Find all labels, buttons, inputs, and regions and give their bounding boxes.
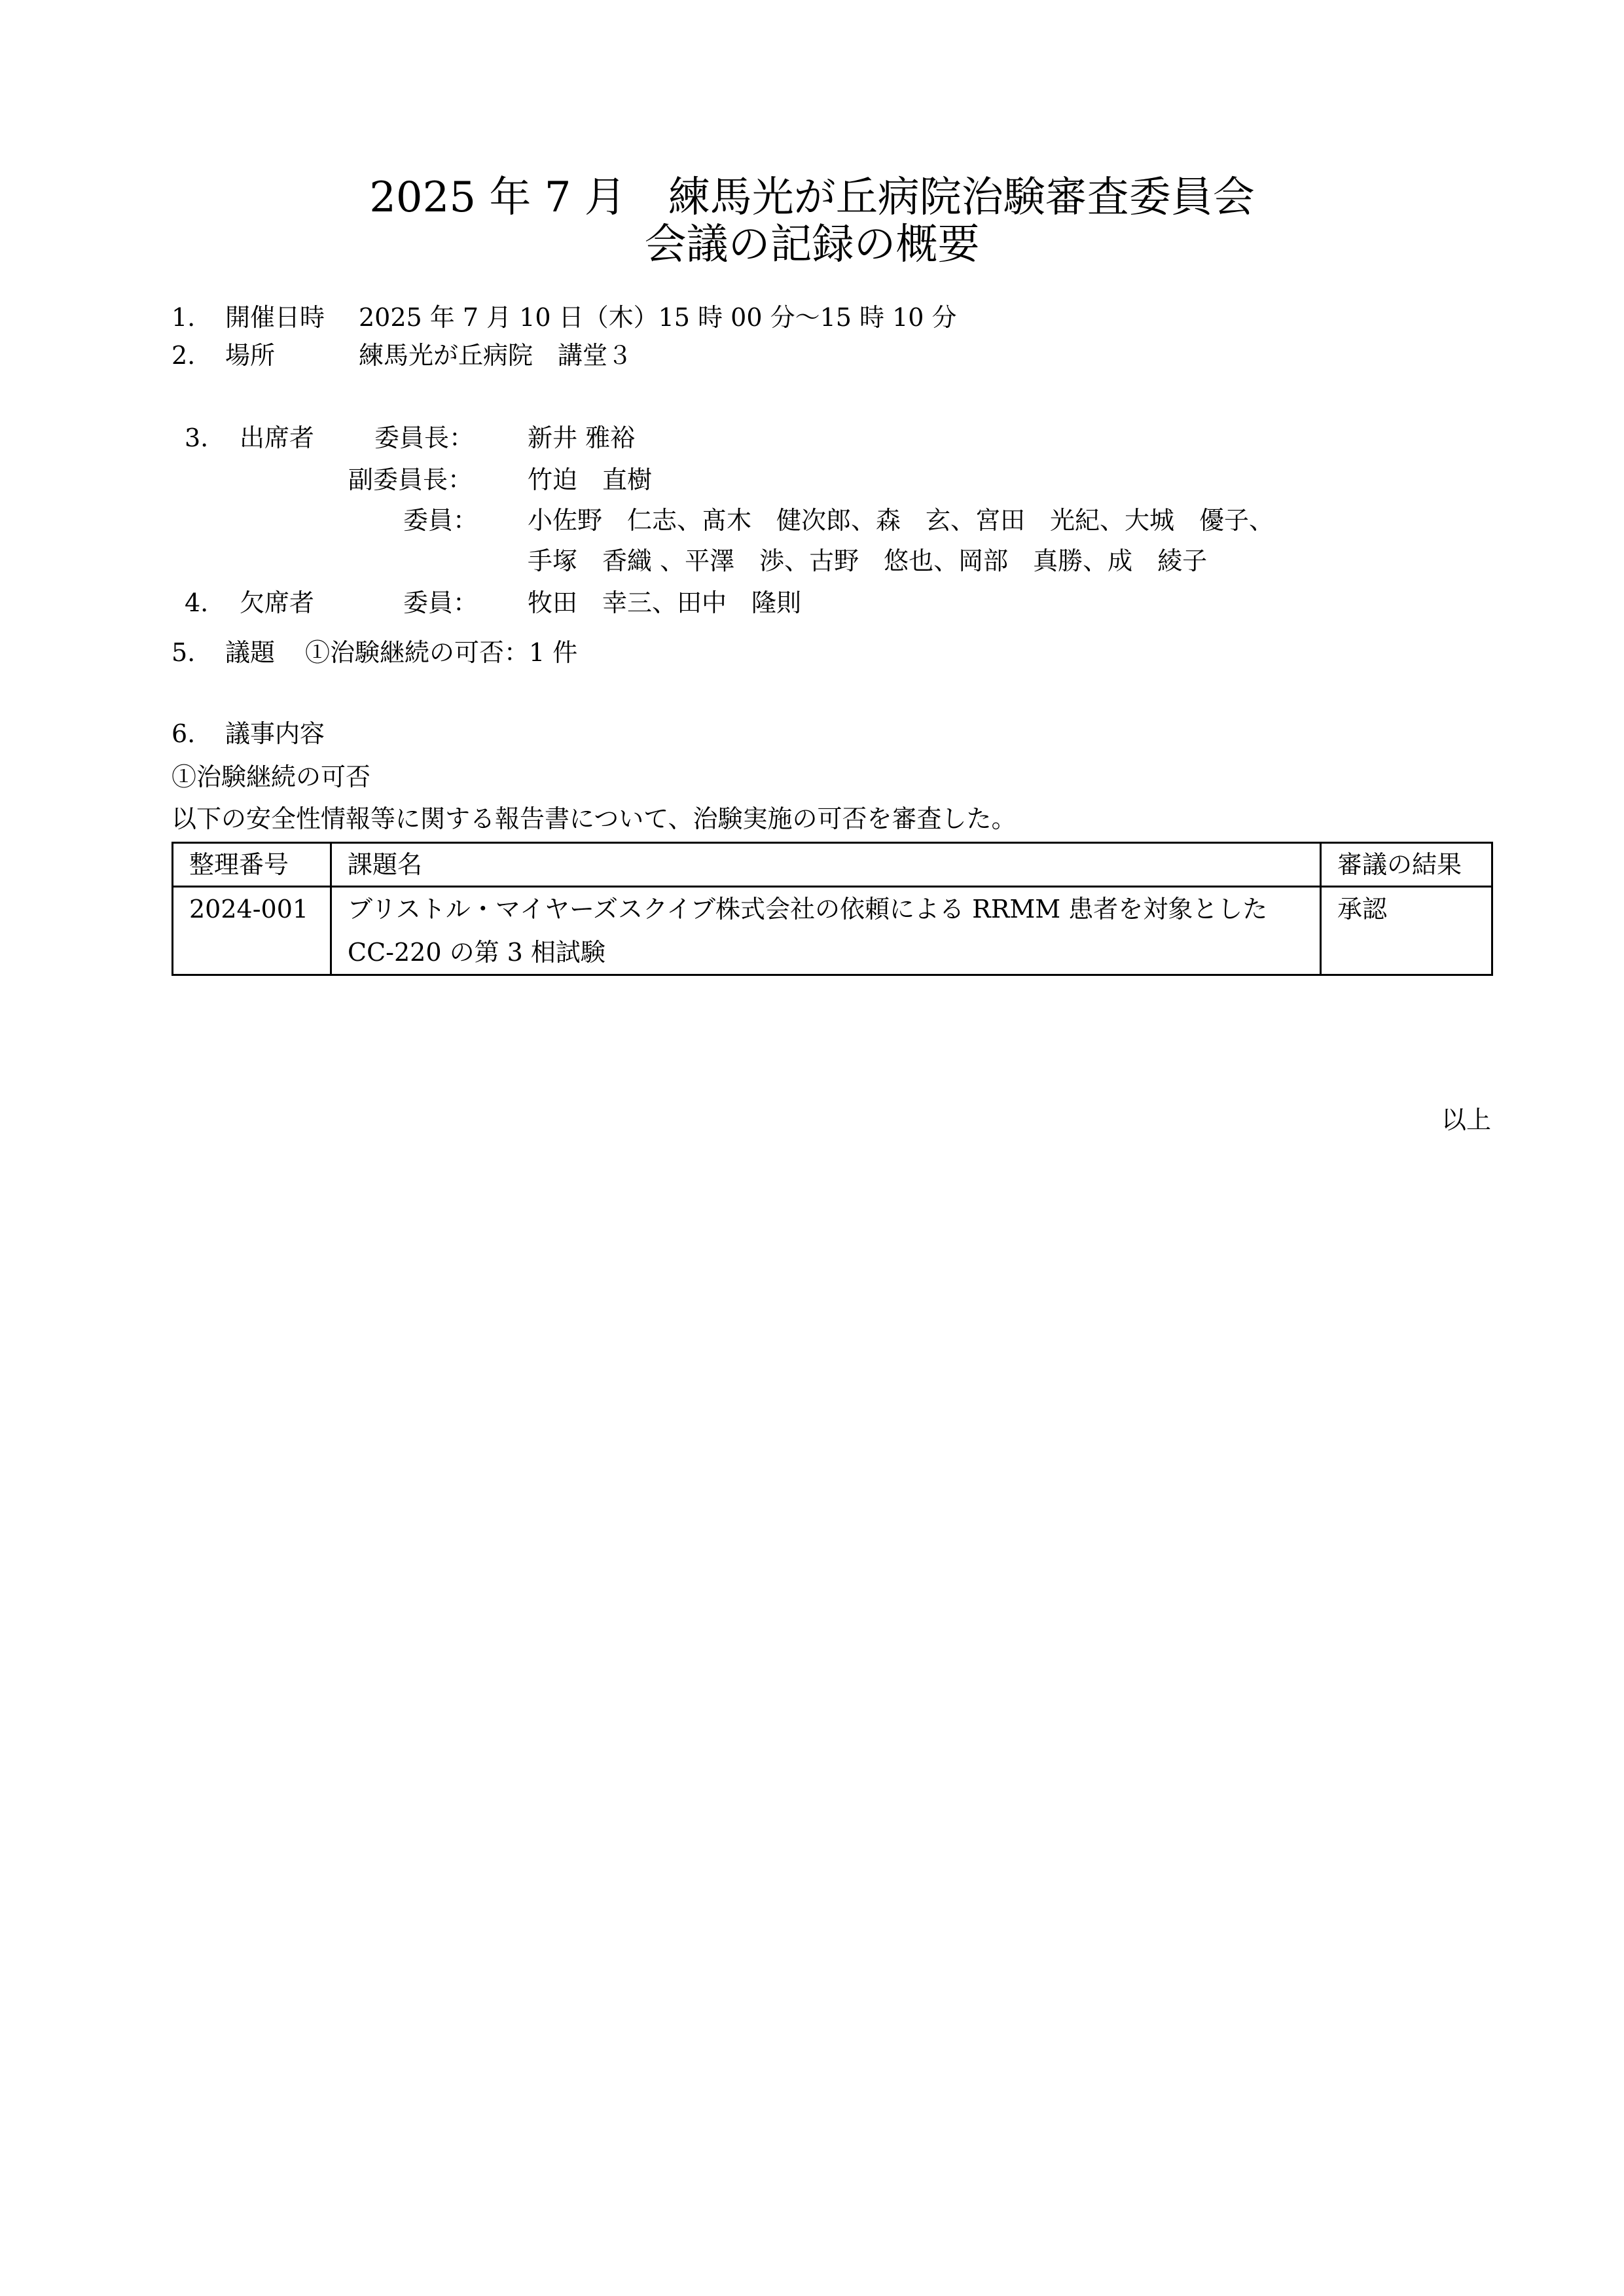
header-result: 審議の結果 — [1321, 843, 1492, 887]
vice-chair-name: 竹迫 直樹 — [528, 465, 653, 494]
absentee-names: 牧田 幸三、田中 隆則 — [528, 588, 802, 617]
result-cell: 承認 — [1321, 887, 1492, 975]
proceedings-intro: 以下の安全性情報等に関する報告書について、治験実施の可否を審査した。 — [171, 804, 1017, 833]
item-number-absentees: 4. — [185, 588, 209, 617]
study-title-cell — [331, 887, 1321, 975]
closing-mark: 以上 — [1441, 1105, 1491, 1134]
members-line-1: 小佐野 仁志、髙木 健次郎、森 玄、宮田 光紀、大城 優子、 — [528, 506, 1274, 535]
chair-name: 新井 雅裕 — [528, 423, 636, 452]
document-subtitle: 会議の記録の概要 — [644, 221, 980, 269]
header-reference-number: 整理番号 — [173, 843, 331, 887]
item-number-date: 1. — [171, 303, 196, 332]
item-label-date: 開催日時 — [225, 303, 325, 332]
item-number-agenda: 5. — [171, 638, 196, 667]
item-number-attendees: 3. — [185, 423, 209, 452]
item-number-proceedings: 6. — [171, 719, 196, 748]
study-title-line-1: ブリストル・マイヤーズスクイブ株式会社の依頼による RRMM 患者を対象とした — [348, 895, 1268, 924]
table-header-row — [173, 843, 1492, 887]
header-study-title: 課題名 — [331, 843, 1321, 887]
item-label-attendees: 出席者 — [240, 423, 315, 452]
meeting-datetime: 2025 年 7 月 10 日（木）15 時 00 分～15 時 10 分 — [359, 303, 957, 332]
item-label-place: 場所 — [225, 341, 276, 370]
document-title: 2025 年 7 月 練馬光が丘病院治験審査委員会 — [369, 173, 1255, 222]
item-label-proceedings: 議事内容 — [225, 719, 325, 748]
proceedings-subheading: ①治験継続の可否 — [171, 762, 371, 791]
study-title-line-2: CC-220 の第 3 相試験 — [348, 938, 605, 967]
item-label-absentees: 欠席者 — [240, 588, 315, 617]
reference-number-cell: 2024-001 — [173, 887, 331, 975]
item-number-place: 2. — [171, 341, 196, 370]
member-role: 委員： — [403, 506, 478, 535]
chair-role: 委員長： — [374, 423, 475, 452]
table-row — [173, 887, 1492, 975]
agenda-value: ①治験継続の可否：1 件 — [305, 638, 578, 667]
vice-chair-role: 副委員長： — [348, 465, 473, 494]
review-table — [171, 842, 1493, 976]
absentee-role: 委員： — [403, 588, 478, 617]
meeting-place: 練馬光が丘病院 講堂３ — [359, 341, 633, 370]
members-line-2: 手塚 香織 、平澤 渉、古野 悠也、岡部 真勝、成 綾子 — [528, 547, 1208, 575]
item-label-agenda: 議題 — [225, 638, 276, 667]
